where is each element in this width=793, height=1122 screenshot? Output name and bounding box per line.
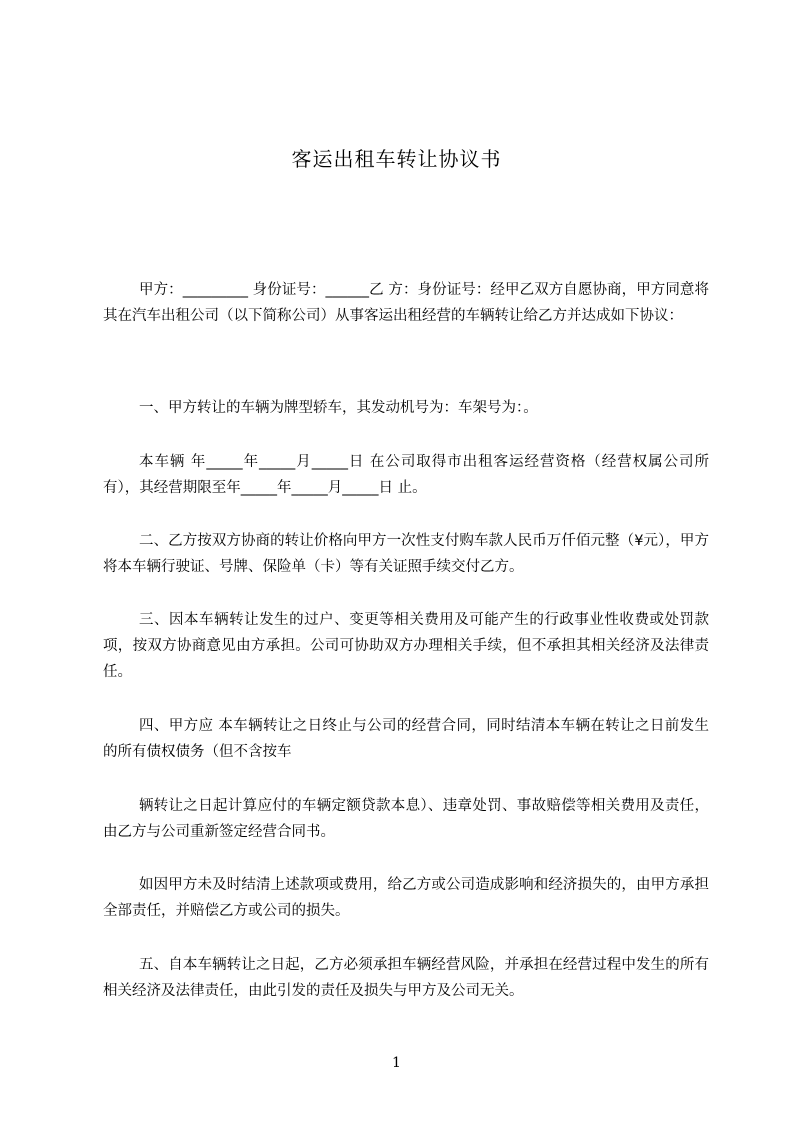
paragraph-clause-4: 四、甲方应 本车辆转让之日终止与公司的经营合同，同时结清本车辆在转让之日前发生的所有债权债务（但不含按车 xyxy=(103,718,709,760)
paragraph-clause-5: 五、自本车辆转让之日起，乙方必须承担车辆经营风险，并承担在经营过程中发生的所有相关经济及法律责任，由此引发的责任及损失与甲方及公司无关。 xyxy=(103,957,709,999)
page-number: 1 xyxy=(392,1055,401,1071)
paragraph-clause-3: 三、因本车辆转让发生的过户、变更等相关费用及可能产生的行政事业性收费或处罚款项，按双方协商意见由方承担。公司可协助双方办理相关手续，但不承担其相关经济及法律责任。 xyxy=(103,612,709,680)
paragraph-clause-2: 二、乙方按双方协商的转让价格向甲方一次性支付购车款人民币万仟佰元整（¥元），甲方将本车辆行驶证、号牌、保险单（卡）等有关证照手续交付乙方。 xyxy=(103,533,709,575)
document-title: 客运出租车转让协议书 xyxy=(291,147,502,171)
paragraph-liability: 如因甲方未及时结清上述款项或费用，给乙方或公司造成影响和经济损失的，由甲方承担全部责任，并赔偿乙方或公司的损失。 xyxy=(103,877,709,919)
paragraph-parties: 甲方：_________ 身份证号：______乙 方：身份证号：经甲乙双方自愿协商，甲方同意将其在汽车出租公司（以下简称公司）从事客运出租经营的车辆转让给乙方并达成如下协议： xyxy=(103,282,709,324)
paragraph-clause-4-continued: 辆转让之日起计算应付的车辆定额贷款本息）、违章处罚、事故赔偿等相关费用及责任，由乙方与公司重新签定经营合同书。 xyxy=(103,798,709,840)
paragraph-clause-1: 一、甲方转让的车辆为牌型轿车，其发动机号为：车架号为：。 xyxy=(139,400,538,416)
paragraph-registration: 本车辆 年_____年_____月_____日 在公司取得市出租客运经营资格（经营权属公司所有），其经营期限至年_____年_____月_____日 止。 xyxy=(103,454,709,496)
